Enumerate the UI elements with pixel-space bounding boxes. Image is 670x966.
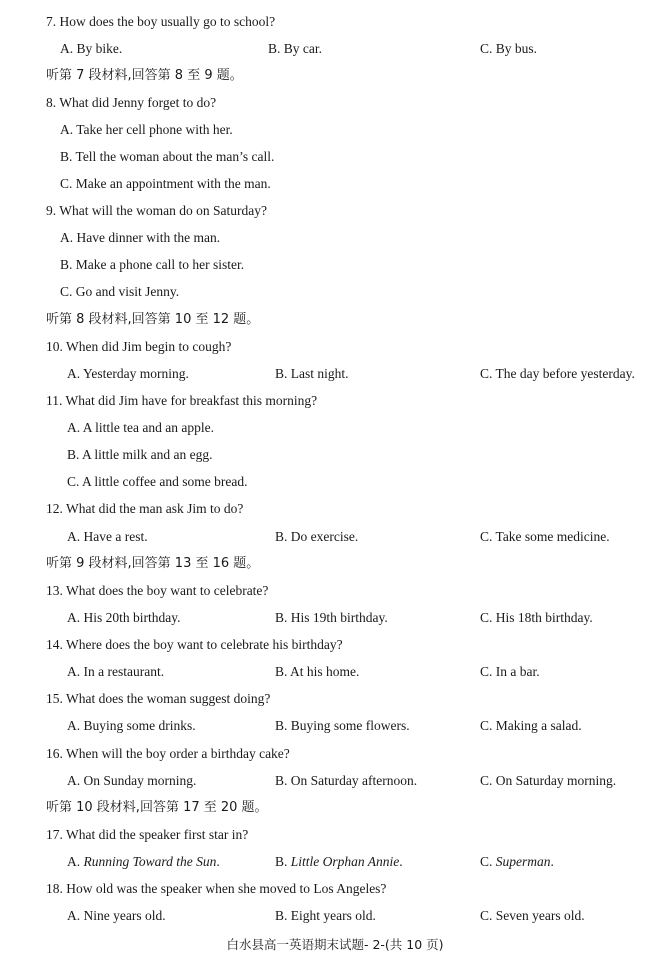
q17-option-c: C. Superman. <box>480 854 554 869</box>
q17-option-a: A. Running Toward the Sun. <box>67 854 220 869</box>
q9-option-c: C. Go and visit Jenny. <box>60 284 180 299</box>
q8-option-c: C. Make an appointment with the man. <box>60 176 271 191</box>
q15-option-b: B. Buying some flowers. <box>275 718 410 733</box>
page-footer: 白水县高一英语期末试题- 2-(共 10 页) <box>226 937 444 952</box>
q10-option-b: B. Last night. <box>275 366 349 381</box>
section-heading-7: 听第 7 段材料,回答第 8 至 9 题。 <box>46 68 243 83</box>
q10-option-a: A. Yesterday morning. <box>67 366 189 381</box>
q14-option-a: A. In a restaurant. <box>67 664 165 679</box>
section-heading-10: 听第 10 段材料,回答第 17 至 20 题。 <box>46 800 268 815</box>
q10-option-c: C. The day before yesterday. <box>480 366 635 381</box>
q13-option-c: C. His 18th birthday. <box>480 610 593 625</box>
question-8: 8. What did Jenny forget to do? <box>46 95 217 110</box>
question-14: 14. Where does the boy want to celebrate his birthday? <box>46 637 343 652</box>
q18-option-c: C. Seven years old. <box>480 908 585 923</box>
section-heading-8: 听第 8 段材料,回答第 10 至 12 题。 <box>46 312 260 327</box>
question-10: 10. When did Jim begin to cough? <box>46 339 232 354</box>
q16-option-c: C. On Saturday morning. <box>480 773 617 788</box>
q9-option-a: A. Have dinner with the man. <box>60 230 221 245</box>
question-12: 12. What did the man ask Jim to do? <box>46 501 244 516</box>
question-17: 17. What did the speaker first star in? <box>46 827 249 842</box>
q18-option-a: A. Nine years old. <box>67 908 166 923</box>
q12-option-b: B. Do exercise. <box>275 529 359 544</box>
q13-option-a: A. His 20th birthday. <box>67 610 181 625</box>
q11-option-b: B. A little milk and an egg. <box>67 447 213 462</box>
q7-option-c: C. By bus. <box>480 41 538 56</box>
q9-option-b: B. Make a phone call to her sister. <box>60 257 245 272</box>
question-7: 7. How does the boy usually go to school? <box>46 14 276 29</box>
q17-option-b: B. Little Orphan Annie. <box>275 854 403 869</box>
question-18: 18. How old was the speaker when she moved to Los Angeles? <box>46 881 387 896</box>
q13-option-b: B. His 19th birthday. <box>275 610 388 625</box>
q7-option-b: B. By car. <box>268 41 322 56</box>
q15-option-c: C. Making a salad. <box>480 718 582 733</box>
question-9: 9. What will the woman do on Saturday? <box>46 203 267 218</box>
question-15: 15. What does the woman suggest doing? <box>46 691 271 706</box>
q16-option-a: A. On Sunday morning. <box>67 773 197 788</box>
question-16: 16. When will the boy order a birthday cake? <box>46 746 290 761</box>
q15-option-a: A. Buying some drinks. <box>67 718 196 733</box>
q16-option-b: B. On Saturday afternoon. <box>275 773 418 788</box>
q11-option-c: C. A little coffee and some bread. <box>67 474 248 489</box>
question-13: 13. What does the boy want to celebrate? <box>46 583 269 598</box>
q12-option-a: A. Have a rest. <box>67 529 148 544</box>
question-11: 11. What did Jim have for breakfast this morning? <box>46 393 318 408</box>
q12-option-c: C. Take some medicine. <box>480 529 610 544</box>
q14-option-b: B. At his home. <box>275 664 360 679</box>
q14-option-c: C. In a bar. <box>480 664 540 679</box>
q18-option-b: B. Eight years old. <box>275 908 376 923</box>
q7-option-a: A. By bike. <box>60 41 123 56</box>
q11-option-a: A. A little tea and an apple. <box>67 420 214 435</box>
section-heading-9: 听第 9 段材料,回答第 13 至 16 题。 <box>46 556 260 571</box>
q8-option-a: A. Take her cell phone with her. <box>60 122 233 137</box>
q8-option-b: B. Tell the woman about the man’s call. <box>60 149 275 164</box>
